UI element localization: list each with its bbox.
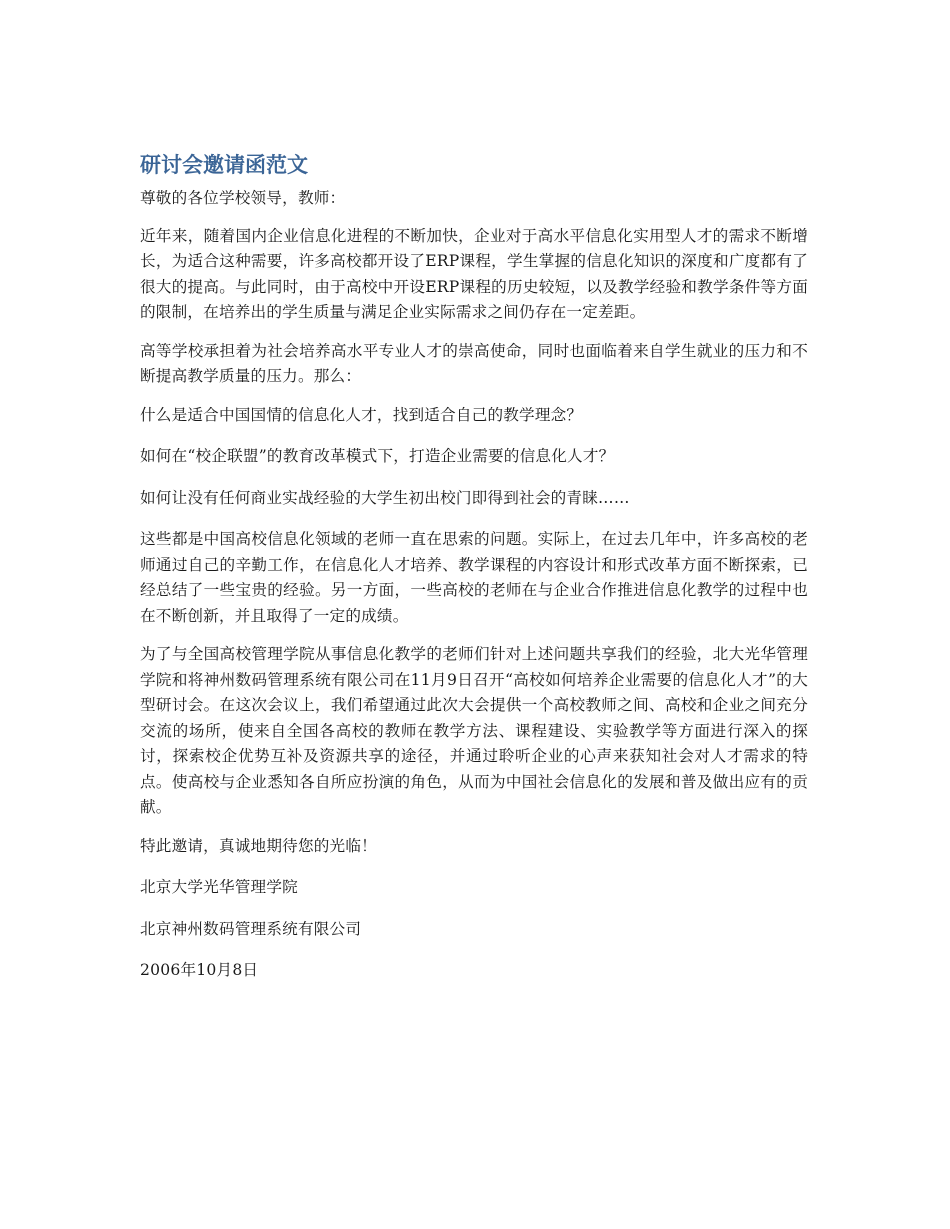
question-3: 如何让没有任何商业实战经验的大学生初出校门即得到社会的青睐…… [140,488,630,507]
paragraph-background: 近年来，随着国内企业信息化进程的不断加快，企业对于高水平信息化实用型人才的需求不断增长，为适合这种需要，许多高校都开设了ERP课程，学生掌握的信息化知识的深度和广度都有了很大的提高。与此同时，由于高校中开设ERP课程的历史较短，以及教学经验和教学条件等方面的限制，在培养出的学生质量与满足企业实际需求之间仍存在一定差距。 [140,226,808,321]
signatory-1: 北京大学光华管理学院 [140,878,298,896]
paragraph-seminar: 为了与全国高校管理学院从事信息化教学的老师们针对上述问题共享我们的经验，北大光华管理学院和将神州数码管理系统有限公司在11月9日召开“高校如何培养企业需要的信息化人才”的大型研讨会。在这次会议上，我们希望通过此次大会提供一个高校教师之间、高校和企业之间充分交流的场所，使来自全国各高校的教师在教学方法、课程建设、实验教学等方面进行深入的探讨，探索校企优势互补及资源共享的途径，并通过聆听企业的心声来获知社会对人才需求的特点。使高校与企业悉知各自所应扮演的角色，从而为中国社会信息化的发展和普及做出应有的贡献。 [140,645,808,816]
document-title: 研讨会邀请函范文 [140,153,308,177]
paragraph-mission: 高等学校承担着为社会培养高水平专业人才的崇高使命，同时也面临着来自学生就业的压力和不断提高教学质量的压力。那么： [140,341,808,385]
letter-page [140,150,808,1000]
question-2: 如何在“校企联盟”的教育改革模式下，打造企业需要的信息化人才？ [140,447,615,465]
signatory-2: 北京神州数码管理系统有限公司 [140,919,362,938]
salutation: 尊敬的各位学校领导，教师： [140,189,346,207]
letter-date: 2006年10月8日 [140,961,259,979]
closing: 特此邀请，真诚地期待您的光临！ [140,836,377,855]
paragraph-exploration: 这些都是中国高校信息化领域的老师一直在思索的问题。实际上，在过去几年中，许多高校的老师通过自己的辛勤工作，在信息化人才培养、教学课程的内容设计和形式改革方面不断探索，已经总结了一些宝贵的经验。另一方面，一些高校的老师在与企业合作推进信息化教学的过程中也在不断创新，并且取得了一定的成绩。 [140,530,808,625]
question-1: 什么是适合中国国情的信息化人才，找到适合自己的教学理念？ [140,405,583,424]
